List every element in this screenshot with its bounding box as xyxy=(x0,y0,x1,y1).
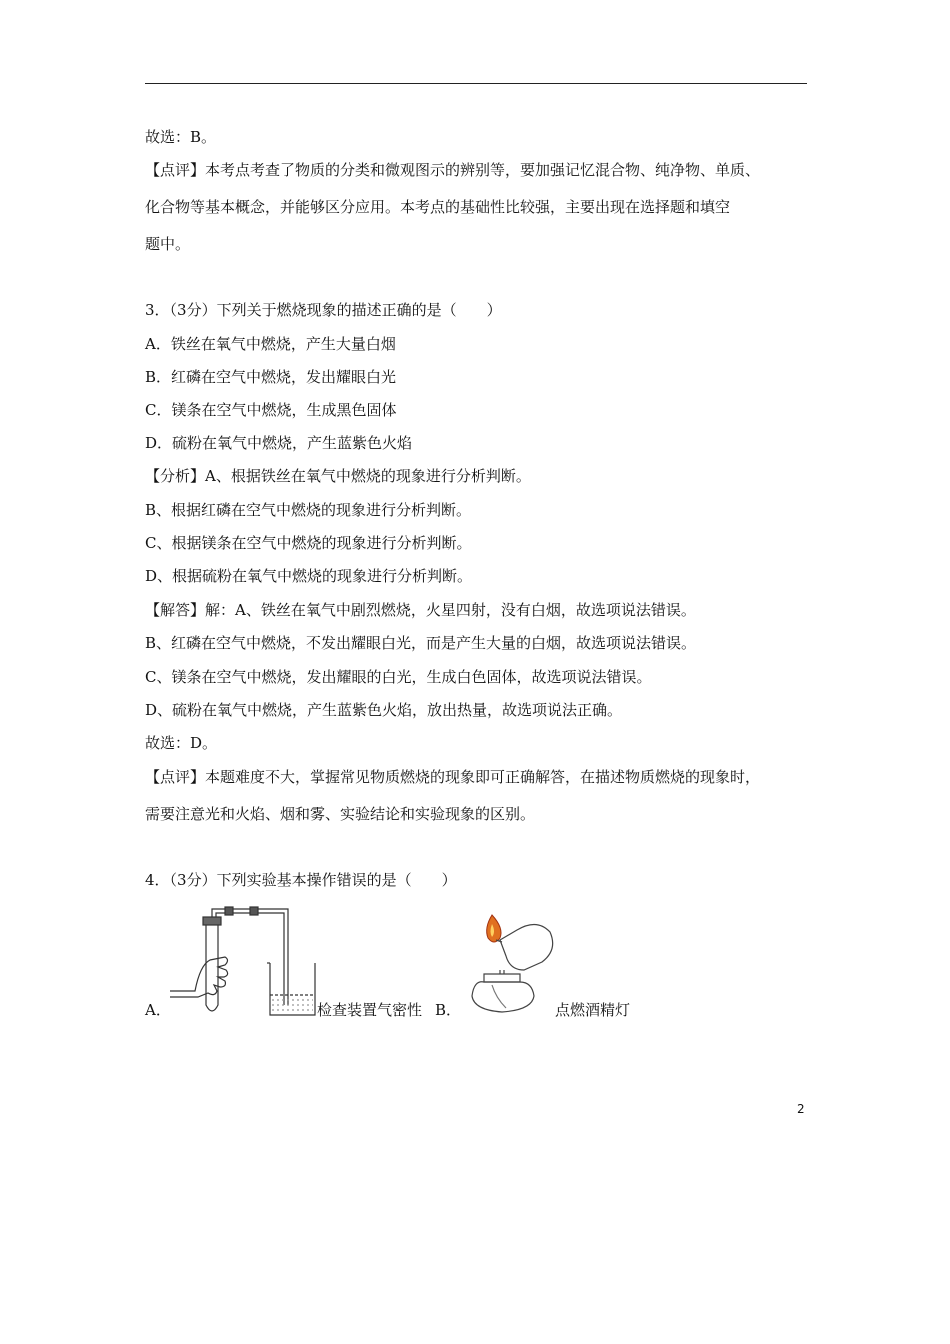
alcohol-lamp-figure xyxy=(462,910,562,1020)
q4-option-b-letter: B． xyxy=(435,1001,462,1019)
q4-option-b-caption: 点燃酒精灯 xyxy=(555,1001,631,1019)
q3-solution-line-1: 【解答】解：A、铁丝在氧气中剧烈燃烧，火星四射，没有白烟，故选项说法错误。 xyxy=(145,601,696,619)
q2-comment-line-2: 化合物等基本概念，并能够区分应用。本考点的基础性比较强，主要出现在选择题和填空 xyxy=(145,198,731,216)
q3-option-b: B．红磷在空气中燃烧，发出耀眼白光 xyxy=(145,368,397,386)
q3-solution-line-3: C、镁条在空气中燃烧，发出耀眼的白光，生成白色固体，故选项说法错误。 xyxy=(145,668,652,686)
q3-option-a: A．铁丝在氧气中燃烧，产生大量白烟 xyxy=(145,335,396,353)
q3-comment-line-2: 需要注意光和火焰、烟和雾、实验结论和实验现象的区别。 xyxy=(145,805,536,823)
q4-stem: 4．（3分）下列实验基本操作错误的是（ ） xyxy=(145,871,457,889)
q3-option-c: C．镁条在空气中燃烧，生成黑色固体 xyxy=(145,401,397,419)
q3-solution-line-4: D、硫粉在氧气中燃烧，产生蓝紫色火焰，放出热量，故选项说法正确。 xyxy=(145,701,623,719)
q2-answer: 故选：B。 xyxy=(145,128,217,146)
page-number: 2 xyxy=(797,1102,805,1116)
q4-option-a-caption: 检查装置气密性 xyxy=(317,1001,423,1019)
q3-answer: 故选：D。 xyxy=(145,734,218,752)
q2-comment-line-1: 【点评】本考点考查了物质的分类和微观图示的辨别等，要加强记忆混合物、纯净物、单质、 xyxy=(145,161,761,179)
q3-solution-line-2: B、红磷在空气中燃烧，不发出耀眼白光，而是产生大量的白烟，故选项说法错误。 xyxy=(145,634,697,652)
q3-analysis-line-4: D、根据硫粉在氧气中燃烧的现象进行分析判断。 xyxy=(145,567,473,585)
airtightness-check-figure xyxy=(170,905,320,1020)
q3-analysis-line-3: C、根据镁条在空气中燃烧的现象进行分析判断。 xyxy=(145,534,472,552)
q2-comment-line-3: 题中。 xyxy=(145,235,191,253)
q3-option-d: D．硫粉在氧气中燃烧，产生蓝紫色火焰 xyxy=(145,434,413,452)
q3-analysis-line-2: B、根据红磷在空气中燃烧的现象进行分析判断。 xyxy=(145,501,472,519)
q4-option-a-letter: A． xyxy=(145,1001,171,1019)
q3-analysis-line-1: 【分析】A、根据铁丝在氧气中燃烧的现象进行分析判断。 xyxy=(145,467,531,485)
header-rule xyxy=(145,83,807,84)
q3-stem: 3．（3分）下列关于燃烧现象的描述正确的是（ ） xyxy=(145,301,502,319)
q3-comment-line-1: 【点评】本题难度不大，掌握常见物质燃烧的现象即可正确解答，在描述物质燃烧的现象时， xyxy=(145,768,761,786)
